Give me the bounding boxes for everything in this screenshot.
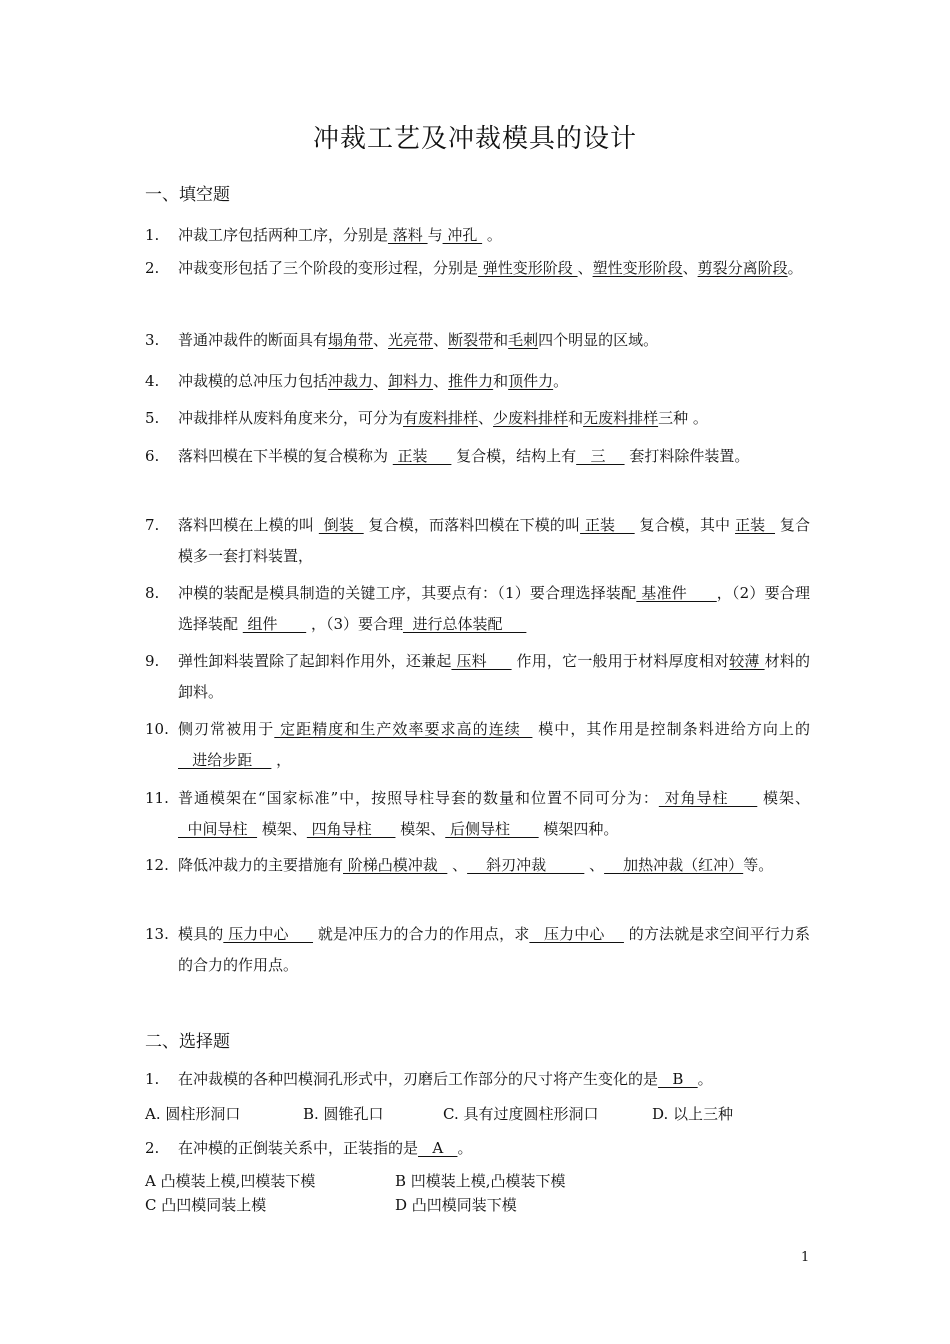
fill-in-item [145,325,810,356]
item-text: 复合模，结构上有 [451,447,577,465]
fill-in-item [145,578,810,640]
answer-blank: A [418,1139,458,1157]
answer-blank: 正装 [392,447,452,465]
item-text: 和 [493,372,509,390]
item-text: 落料凹模在上模的叫 [178,516,319,534]
item-text: 。 [457,1139,473,1157]
answer-blank: 阶梯凸模冲裁 [343,856,448,874]
answer-blank: 基准件 [636,584,717,602]
answer-blank: 少废料排样 [493,409,569,427]
item-number: 6. [145,447,160,465]
answer-blank: 较薄 [729,652,765,670]
answer-blank: 顶件力 [508,372,554,390]
item-text: 冲裁工序包括两种工序，分别是 [178,226,389,244]
item-text: 、 [373,331,389,349]
answer-blank: 加热冲裁（红冲） [604,856,744,874]
item-number: 5. [145,409,160,427]
item-body [178,220,810,251]
answer-option: D 凸凹模同装下模 [395,1196,517,1214]
item-text: 与 [427,226,443,244]
answer-blank: 塌角带 [328,331,374,349]
item-number: 3. [145,331,160,349]
answer-blank: 正装 [735,516,776,534]
answer-option: A. 圆柱形洞口 [145,1105,241,1123]
choice-question [145,1133,810,1164]
item-text: 等。 [743,856,774,874]
item-text: 。 [787,259,803,277]
answer-option: B. 圆锥孔口 [303,1105,384,1123]
item-number: 4. [145,372,160,390]
question-number: 1. [145,1070,160,1088]
item-text: 套打料除件装置。 [624,447,750,465]
answer-blank: 压力中心 [529,925,624,943]
answer-option: B 凹模装上模,凸模装下模 [395,1172,566,1190]
item-body [178,714,810,776]
answer-option: C. 具有过度圆柱形洞口 [443,1105,599,1123]
answer-blank: 塑性变形阶段 [592,259,683,277]
item-text: ，（2）要合理选择装配 [178,584,810,633]
item-text: 的方法就是求空间平行力系的合力的作用点。 [178,925,810,974]
answer-blank: 落料 [388,226,428,244]
item-text: 在冲模的正倒装关系中，正装指的是 [178,1139,419,1157]
item-text: 模架、 [395,820,446,838]
item-text: 复合模多一套打料装置， [178,516,810,565]
item-number: 1. [145,226,160,244]
fill-in-item [145,919,810,981]
fill-in-item [145,403,810,434]
answer-blank: 压料 [451,652,512,670]
fill-in-item [145,783,810,845]
item-text: 模架、 [257,820,307,838]
item-text: 。 [697,1070,713,1088]
item-text: 、 [373,372,389,390]
item-body [178,919,810,981]
answer-blank: 有废料排样 [403,409,479,427]
fill-in-item [145,850,810,881]
item-body [178,325,810,356]
item-body [178,646,810,708]
answer-blank: 压力中心 [223,925,314,943]
answer-blank: 三 [576,447,625,465]
item-body [178,441,810,472]
answer-option: C 凸凹模同装上模 [145,1196,267,1214]
item-text: 模中，其作用是控制条料进给方向上的 [532,720,810,738]
item-text: 普通冲裁件的断面具有 [178,331,329,349]
answer-blank: 定距精度和生产效率要求高的连续 [274,720,533,738]
item-text: ， [271,751,292,769]
item-number: 10. [145,720,169,738]
question-number: 2. [145,1139,160,1157]
item-text: 冲模的装配是模具制造的关键工序，其要点有：（1）要合理选择装配 [178,584,637,602]
item-text: 。 [482,226,502,244]
item-text: 普通模架在“国家标准”中，按照导柱导套的数量和位置不同可分为： [178,789,659,807]
answer-blank: 毛刺 [508,331,539,349]
item-text: 、 [433,331,449,349]
answer-blank: 卸料力 [388,372,434,390]
question-body [178,1064,810,1095]
item-text: 和 [568,409,584,427]
item-number: 7. [145,516,160,534]
item-text: 落料凹模在下半模的复合模称为 [178,447,393,465]
item-text: 冲裁变形包括了三个阶段的变形过程，分别是 [178,259,479,277]
answer-blank: 倒装 [318,516,364,534]
item-body [178,510,810,572]
item-text: 和 [493,331,509,349]
answer-blank: 进行总体装配 [402,615,527,633]
item-text: 在冲裁模的各种凹模洞孔形式中，刃磨后工作部分的尺寸将产生变化的是 [178,1070,659,1088]
item-number: 12. [145,856,169,874]
item-text: 、 [433,372,449,390]
item-body [178,850,810,881]
item-text: 四个明显的区域。 [538,331,659,349]
answer-blank: 弹性变形阶段 [478,259,578,277]
answer-blank: 斜刃冲裁 [467,856,585,874]
answer-blank: 进给步距 [178,751,272,769]
section-heading-choice: 二、选择题 [145,1032,230,1052]
answer-blank: B [658,1070,698,1088]
item-number: 13. [145,925,169,943]
item-text: 、 [584,856,605,874]
fill-in-item [145,714,810,776]
answer-blank: 冲孔 [442,226,483,244]
item-text: 、 [577,259,593,277]
answer-blank: 断裂带 [448,331,494,349]
answer-option: A 凸模装上模,凹模装下模 [145,1172,316,1190]
item-text: 弹性卸料装置除了起卸料作用外，还兼起 [178,652,452,670]
answer-blank: 冲裁力 [328,372,374,390]
answer-blank: 正装 [580,516,635,534]
item-text: ，（3）要合理 [306,615,403,633]
item-text: 复合模，而落料凹模在下模的叫 [363,516,581,534]
fill-in-item [145,646,810,708]
item-text: 、 [447,856,468,874]
item-number: 11. [145,789,169,807]
item-text: 作用，它一般用于材料厚度相对 [511,652,730,670]
answer-blank: 剪裂分离阶段 [697,259,788,277]
item-number: 9. [145,652,160,670]
item-text: 三种 。 [658,409,708,427]
fill-in-item [145,510,810,572]
answer-blank: 组件 [242,615,307,633]
answer-blank: 无废料排样 [583,409,659,427]
item-text: 模具的 [178,925,224,943]
item-text: 冲裁模的总冲压力包括 [178,372,329,390]
item-body [178,783,810,845]
fill-in-item [145,441,810,472]
answer-blank: 中间导柱 [178,820,258,838]
answer-blank: 对角导柱 [658,789,758,807]
fill-in-item [145,366,810,397]
section-heading-fill-in: 一、填空题 [145,185,230,205]
item-body [178,366,810,397]
fill-in-item [145,253,810,284]
item-body [178,578,810,640]
answer-option: D. 以上三种 [652,1105,734,1123]
choice-question [145,1064,810,1095]
item-text: 模架四种。 [538,820,619,838]
item-body [178,253,810,284]
item-number: 8. [145,584,160,602]
item-text: 、 [478,409,494,427]
item-text: 就是冲压力的合力的作用点，求 [313,925,530,943]
item-text: 侧刃常被用于 [178,720,275,738]
answer-blank: 后侧导柱 [445,820,539,838]
item-body [178,403,810,434]
item-text: 复合模，其中 [634,516,736,534]
item-text: 。 [553,372,569,390]
item-text: 模架、 [757,789,810,807]
item-text: 冲裁排样从废料角度来分，可分为 [178,409,404,427]
page-number: 1 [801,1250,810,1265]
question-body [178,1133,810,1164]
answer-blank: 四角导柱 [306,820,396,838]
page-title: 冲裁工艺及冲裁模具的设计 [312,124,637,154]
item-text: 、 [682,259,698,277]
answer-blank: 光亮带 [388,331,434,349]
fill-in-item [145,220,810,251]
answer-blank: 推件力 [448,372,494,390]
item-number: 2. [145,259,160,277]
item-text: 材料的卸料。 [178,652,810,701]
item-text: 降低冲裁力的主要措施有 [178,856,344,874]
